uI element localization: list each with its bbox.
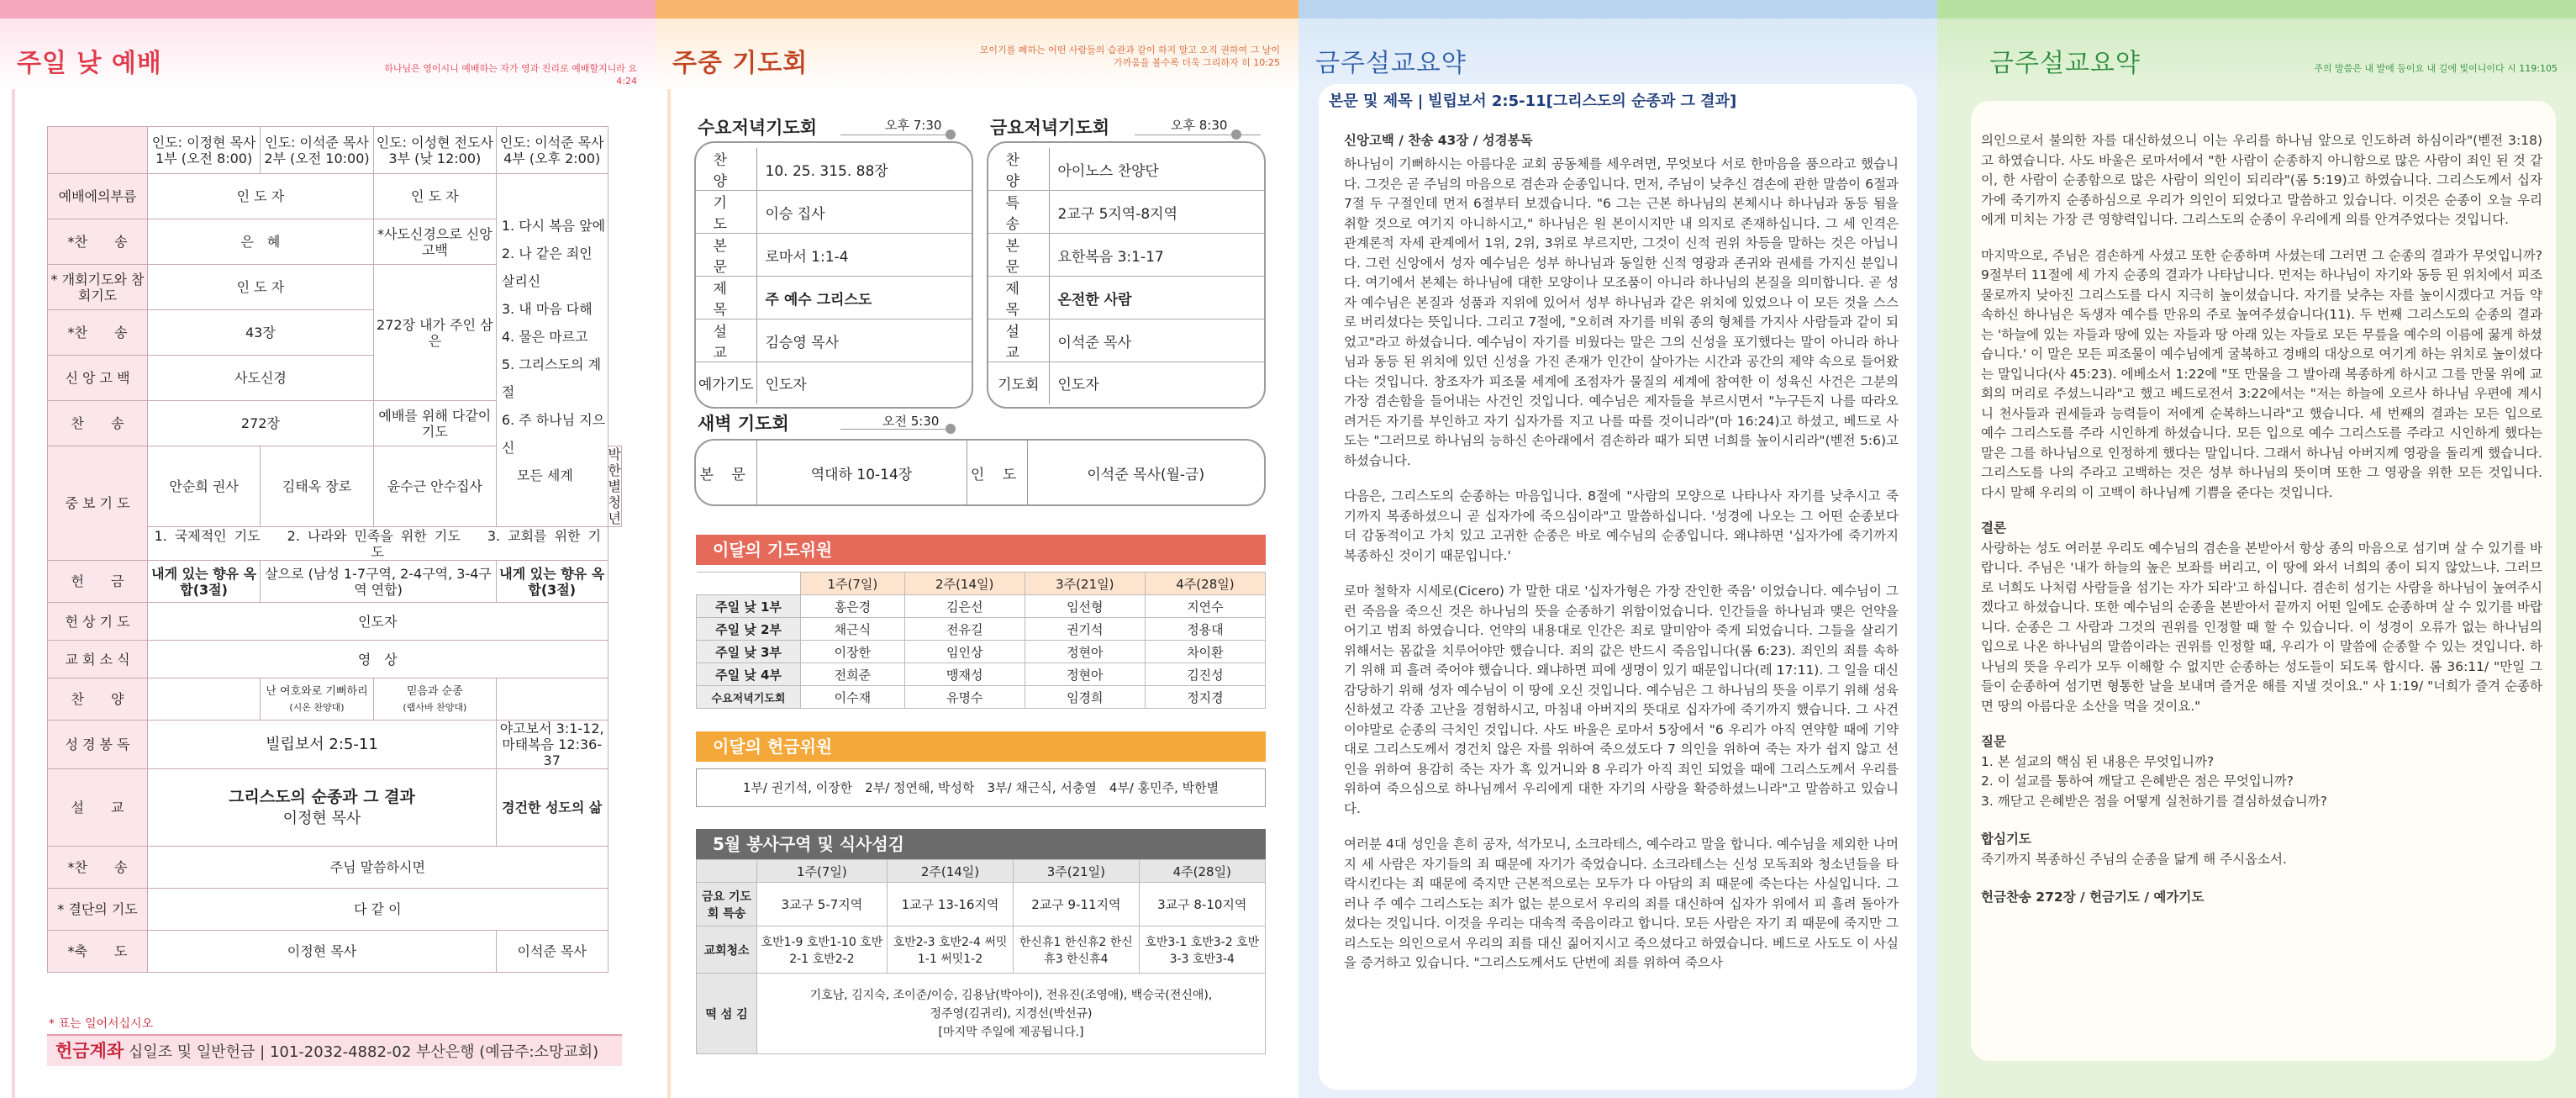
header-verse: 하나님은 영이시니 예배하는 자가 영과 진리로 예배할지니라 요 4:24 [384,63,637,87]
row-label: 예배에의부름 [48,174,148,219]
v: 김승영 목사 [756,319,972,362]
cell: 사도신경 [148,356,374,401]
cell: 인 도 자 [148,174,374,219]
dawn-table [696,441,1264,504]
cell: 영 상 [148,641,608,678]
cell: 살으로 (남성 1-7구역, 2-4구역, 3-4구역 연합) [261,561,497,603]
cell: 이수재 [801,686,905,709]
cell: 김진성 [1145,663,1265,686]
row-label: 설 교 [48,769,148,847]
sermon-subject: 본문 및 제목 | 빌립보서 2:5-11[그리스도의 순종과 그 결과] [1329,92,1737,110]
prayer-topics: 1. 국제적인 기도 2. 나라와 민족을 위한 기도 3. 교회를 위한 기도 [148,527,608,561]
closing-line: 헌금찬송 272장 / 헌금기도 / 예가기도 [1981,889,2205,905]
header-band [0,18,656,89]
panel-weekday-prayer [656,0,1299,1098]
dot [946,424,956,434]
standing-note: * 표는 일어서십시오 [49,1017,154,1031]
fri-box [987,141,1266,409]
wed-box [694,141,973,409]
side-rule [667,89,671,1098]
question: 3. 깨닫고 은혜받은 점을 어떻게 실천하기를 결심하셨습니까? [1981,793,2327,809]
panel-sermon-summary-2 [1937,0,2576,1098]
cell: 야고보서 3:1-12, 마태복음 12:36-37 [496,721,608,769]
cell: *사도신경으로 신앙고백 [373,219,496,265]
col-header: 인도: 이석준 목사 4부 (오후 2:00) [496,127,608,174]
row-label: * 개회기도와 참회기도 [48,265,148,310]
k: 찬 양 [696,148,756,191]
cell: 2교구 9-11지역 [1014,883,1139,926]
side-rule [12,89,15,1098]
question: 2. 이 설교를 통하여 깨달고 은혜받은 점은 무엇입니까? [1981,773,2294,789]
week: 3주(21일) [1014,860,1139,883]
week: 3주(21일) [1025,573,1145,595]
dawn-box [694,439,1266,506]
row-label: 주일 낮 1부 [697,595,801,618]
v: 주 예수 그리스도 [756,277,972,319]
v: 10. 25. 315. 88장 [756,148,972,191]
cell: 임선형 [1025,595,1145,618]
k: 본 문 [988,234,1049,277]
k: 예가기도 [696,362,756,404]
header-verse: 주의 말씀은 내 발에 등이요 내 길에 빛이니이다 시 119:105 [2314,63,2558,74]
cell: 홍은경 [801,595,905,618]
dot [946,129,956,140]
page-title: 주일 낮 예배 [17,49,162,78]
cell: 내게 있는 향유 옥합(3절) [496,561,608,603]
row-label: 주일 낮 4부 [697,663,801,686]
cell: 272장 내가 주인 삼은 [373,265,496,401]
k: 인 도 [967,441,1027,504]
row-label: 떡 섬 김 [697,974,757,1054]
k: 제 목 [988,277,1049,319]
k: 설 교 [988,319,1049,362]
cell: 믿음과 순종 (랩사바 찬양대) [373,678,496,721]
row-label: 금요 기도회 특송 [697,883,757,926]
row-label: 헌 상 기 도 [48,603,148,641]
cell: 호반1-9 호반1-10 호반2-1 호반2-2 [757,926,888,974]
col-header: 인도: 이석준 목사 2부 (오전 10:00) [261,127,374,174]
page-title: 금주설교요약 [1315,49,1467,78]
cell: 이석준 목사 [496,931,608,973]
fri-time: 오후 8:30 [1171,118,1228,133]
cell: 전희준 [801,663,905,686]
k: 설 교 [696,319,756,362]
cell: 난 여호와로 기뻐하리 (시온 찬양대) [261,678,374,721]
week: 4주(28일) [1145,573,1265,595]
cell: 임인상 [904,641,1025,663]
row-label: 찬 송 [48,401,148,446]
header-band [1937,18,2576,89]
col-header: 인도: 이성현 전도사 3부 (낮 12:00) [373,127,496,174]
cell: 빌립보서 2:5-11 [148,721,497,769]
wed-title: 수요저녁기도회 [698,118,818,138]
cell: 박한별 청년 [608,446,621,526]
cell: 3교구 8-10지역 [1139,883,1265,926]
cell: 경건한 성도의 삶 [496,769,608,847]
question: 1. 본 설교의 핵심 된 내용은 무엇입니까? [1981,753,2215,769]
cell: 이정현 목사 [148,931,497,973]
k: 본 문 [696,234,756,277]
cell: 은 혜 [148,219,374,265]
cell: 정용대 [1145,618,1265,641]
corner-cell [697,860,757,883]
row-label: *찬 송 [48,219,148,265]
cell [148,678,261,721]
cell: 그리스도의 순종과 그 결과 이정현 목사 [148,769,497,847]
wed-table [696,148,972,404]
cell: 272장 [148,401,374,446]
cell: 예배를 위해 다같이 기도 [373,401,496,446]
cell: 정현아 [1025,641,1145,663]
service-bar: 5월 봉사구역 및 식사섬김 [696,829,1266,859]
cell: 김태옥 장로 [261,446,374,527]
k: 제 목 [696,277,756,319]
cell [496,678,608,721]
row-label: * 결단의 기도 [48,889,148,931]
dawn-time: 오전 5:30 [882,414,940,429]
cell: 김은선 [904,595,1025,618]
cell: 유명수 [904,686,1025,709]
cell: 내게 있는 향유 옥합(3절) [148,561,261,603]
cell: 3교구 5-7지역 [757,883,888,926]
k: 기도회 [988,362,1049,404]
row-label: 헌 금 [48,561,148,603]
meal-cell: 기호남, 김지숙, 조이준/이승, 김용남(박아이), 전유진(조영애), 백승국(전신애), 정주영(김귀리), 지경선(박선규) [마지막 주일에 제공됩니다.] [757,974,1266,1054]
top-color-bar [1299,0,1937,18]
offering-committee-bar: 이달의 헌금위원 [696,731,1266,762]
service-table [696,859,1266,1054]
row-label: 주일 낮 3부 [697,641,801,663]
v: 인도자 [765,377,807,394]
v: 온전한 사람 [1049,277,1264,319]
v: 인도자 [1057,377,1099,394]
cell: 호반3-1 호반3-2 호반3-3 호반3-4 [1139,926,1265,974]
top-color-bar [656,0,1299,18]
v: 역대하 10-14장 [756,441,967,504]
row-label: 신 앙 고 백 [48,356,148,401]
cell: 다 같 이 [148,889,608,931]
k: 특 송 [988,191,1049,234]
cell: 차이환 [1145,641,1265,663]
cell: 정지경 [1145,686,1265,709]
cell: 권기석 [1025,618,1145,641]
fri-title: 금요저녁기도회 [990,118,1110,138]
v: 로마서 1:1-4 [756,234,972,277]
wed-time: 오후 7:30 [885,118,942,133]
cell: 채근식 [801,618,905,641]
prayer-line: 죽기까지 복종하신 주님의 순종을 닮게 해 주시옵소서. [1981,851,2287,867]
cell: 호반2-3 호반2-4 써밋1-1 써밋1-2 [887,926,1013,974]
row-label: 찬 양 [48,678,148,721]
week: 2주(14일) [887,860,1013,883]
prayer-committee-bar: 이달의 기도위원 [696,535,1266,565]
top-color-bar [0,0,656,18]
cell: 1교구 13-16지역 [887,883,1013,926]
sermon-body: 의인으로서 불의한 자를 대신하셨으니 이는 우리를 하나님 앞으로 인도하려 하심이라"(벧전 3:18)고 하였습니다. 사도 바울은 로마서에서 "한 사람이 순종하지 아니함으로 많은 사람이 죄인 된 것 같이, 한 사람이 순종함으로 많은 사람이 의인이 되리라"(롬 5:19)고 하였습니다. 그리스도께서 십자가에 죽기까지 순종하심으로 우리가 의인이 되었다고 말씀하고 있습니다. 이것은 순종이 오늘 우리에게 미치는 가장 큰 영향력입니다. 그리스도의 순종이 우리에게 의를 안겨주었다는 것입니다. 마지막으로, 주님은 겸손하게 사셨고 또한 순종하며 사셨는데 그러면 그 순종의 결과가 무엇입니까? 9절부터 11절에 세 가지 순종의 결과가 나타납니다. 먼저는 하나님이 자기와 동등 된 위치에서 피조물로까지 낮아진 그리스도를 다시 지극히 높이셨습니다. 자기를 낮추는 자를 높이시겠다고 거듭 약속하신 하나님은 독생자 예수를 만유의 주로 높여주셨습니다(11). 두 번째 그리스도의 순종의 결과는 '하늘에 있는 자들과 땅에 있는 자들과 땅 아래 있는 자들로 모든 무릎을 예수의 이름에 꿇게 하셨습니다.' 이 말은 모든 피조물이 예수님에게 굴복하고 경배의 대상으로 여기게 하는 위치로 높이셨다는 말입니다(사 45:23). 에베소서 1:22에 "또 만물을 그 발아래 복종하게 하시고 그를 만물 위에 교회의 머리로 주셨느니라"고 했고 베드로전서 3:22에서는 "저는 하늘에 오르사 하나님 우편에 계시니 천사들과 권세들과 능력들이 저에게 순복하느니라"고 했습니다. 세 번째의 결과는 모든 입으로 예수 그리스도를 주라 시인하게 하셨습니다. 모든 입으로 예수 그리스도를 주라고 시인하게 했다는 말은 그를 하나님으로 인정하게 했다는 말입니다. 그래서 하나님 아버지께 영광을 돌리게 했습니다. 그리스도를 나의 주라고 고백하는 것은 성부 하나님의 뜻이며 또한 그 영광을 위한 모든 것입니다. 다시 말해 우리의 이 고백이 하나님께 기쁨을 준다는 것입니다. 결론 사랑하는 성도 여러분 우리도 예수님의 겸손을 본받아서 항상 종의 마음으로 섬기며 살 수 있기를 바랍니다. 주님은 '내가 하늘의 높은 보좌를 버리고, 이 땅에 와서 너희의 종이 되지 않았느냐. 그러므로 너희도 나처럼 사람들을 섬기는 자가 되라'고 하십니다. 겸손히 섬기는 사람을 하나님이 높여주시겠다고 하셨습니다. 또한 예수님의 순종을 본받아서 끝까지 어떤 일에도 순종하며 살 수 있기를 바랍니다. 순종은 그 사람과 그것의 권위를 인정할 때 할 수 있습니다. 이 성경이 오류가 없는 하나님의 입으로 나온 하나님의 말씀이라는 권위를 인정할 때, 우리가 이 말씀에 순종할 수 있는 것입니다. 하나님의 뜻을 우리가 모두 이해할 수 없지만 순종하는 성도들이 되도록 합시다. 롬 36:11/ "만일 그들이 순종하여 섬기면 형통한 날을 보내며 즐거운 해를 지낼 것이요." 사 1:19/ "너희가 즐겨 순종하면 땅의 아름다운 소산을 먹을 것이요." 질문 1. 본 설교의 핵심 된 내용은 무엇입니까? 2. 이 설교를 통하여 깨달고 은혜받은 점은 무엇입니까? 3. 깨닫고 은혜받은 점을 어떻게 실천하기를 결심하셨습니까? 합심기도 죽기까지 복종하신 주님의 순종을 닮게 해 주시옵소서. 헌금찬송 272장 / 헌금기도 / 예가기도 [1981,131,2542,908]
order-line: 신앙고백 / 찬송 43장 / 성경봉독 [1344,133,1533,148]
header-band [1299,18,1937,89]
sermon-body: 하나님이 기뻐하시는 아름다운 교회 공동체를 세우려면, 무엇보다 서로 한마음을 품으라고 했습니다. 그것은 곧 주님의 마음으로 겸손과 순종입니다. 먼저, 주님이 낮추신 겸손에 관한 말씀이 6절과 7절 두 구절인데 먼저 6절부터 보겠습니다. "6 그는 근본 하나님의 본체시나 하나님과 동등 됨을 취할 것으로 여기지 아니하시고," 하나님은 원 본이시지만 내 의지로 존재하십니다. 그 세 인격은 관계론적 자세 관계에서 1위, 2위, 3위로 부르지만, 그것이 신적 권위 차등을 말하는 것은 아닙니다. 그런 신앙에서 성자 예수님은 성부 하나님과 동일한 신적 영광과 존귀와 권세를 가지신 분입니다. 여기에서 본체는 하나님에 대한 모양이나 모조품이 아니라 하나님의 본질을 의미합니다. 곧 성자 예수님은 본질과 성품과 지위에 있어서 성부 하나님과 같은 위치에 있었으나 이 모든 것을 스스로 버리셨다는 뜻입니다. 그리고 7절에, "오히려 자기를 비워 종의 형체를 가지사 사람들과 같이 되었고"라고 하셨습니다. 예수님이 자기를 비웠다는 말은 그의 신성을 포기했다는 말이 아니라 하나님과 동등 된 위치에 있던 신성을 가진 존재가 인간이 살아가는 시간과 공간의 제약 속으로 들어왔다는 것입니다. 창조자가 피조물 세계에 조점자가 물질의 세계에 참여한 이 성육신 사건은 그분의 가장 겸손함을 들어내는 사건인 것입니다. 예수님은 제자들을 부르시면서 "누구든지 나를 따라오려거든 자기를 부인하고 자기 십자가를 지고 나를 따를 것이니라"(마 16:24)고 하셨고, 베드로 사도는 "그러므로 하나님의 능하신 손아래에서 겸손하라 때가 되면 너희를 높이시리라"(벧전 5:6)고 하셨습니다. 다음은, 그리스도의 순종하는 마음입니다. 8절에 "사람의 모양으로 나타나사 자기를 낮추시고 죽기까지 복종하셨으니 곧 십자가에 죽으심이라"고 말씀하십니다. '성경에 나오는 그 어떤 순종보다 더 감동적이고 가치 있고 고귀한 순종은 바로 예수님의 순종입니다. 왜냐하면 '십자가에 죽기까지 복종하신 것이기 때문입니다.' 로마 철학자 시세로(Cicero) 가 말한 대로 '십자가형은 가장 잔인한 죽음' 이었습니다. 예수님이 그런 죽음을 죽으신 것은 하나님의 뜻을 순종하기 위함이었습니다. 인간들을 하나님과 맺은 언약을 어기고 범죄 하였습니다. 언약의 내용대로 인간은 죄로 말미암아 죽게 되었습니다. 그들을 살리기 위해서는 몸값을 치루어야만 했습니다. 죄의 값은 반드시 죽음입니다(롬 6:23). 죄인의 죄를 속하기 위해 피 흘려 죽어야 했습니다. 왜냐하면 피에 생명이 있기 때문입니다(레 17:11). 그 일을 대신 감당하기 위해 성자 예수님이 이 땅에 오신 것입니다. 예수님은 그 하나님의 뜻을 이루기 위해 성육신하셨고 각종 고난을 경험하시고, 마침내 아버지의 뜻대로 십자가에 죽기까지 했습니다. 그 사건이야말로 순종의 극치인 것입니다. 사도 바울은 로마서 5장에서 "6 우리가 아직 연약할 때에 기약대로 그리스도께서 경건치 않은 자를 위하여 죽으셨도다 7 의인을 위하여 죽는 자가 쉽지 않고 선인을 위하여 용감히 죽는 자가 혹 있거니와 8 우리가 아직 죄인 되었을 때에 그리스도께서 우리를 위하여 죽으심으로 하나님께서 우리에게 대한 자기의 사랑을 확증하셨느니라"고 말씀하고 있습니다. 여러분 4대 성인을 흔히 공자, 석가모니, 소크라테스, 예수라고 말을 합니다. 예수님을 제외한 나머지 세 사람은 자기들의 죄 때문에 자기가 죽었습니다. 소크라테스는 신성 모독죄와 청소년들을 타락시킨다는 죄 때문에 죽지만 근본적으로는 모두가 다 아담의 죄 때문에 죽는다는 사실입니다. 그러나 주 예수 그리스도는 죄가 없는 분으로서 우리의 죄를 대신하여 십자가 위에서 피 흘려 돌아가셨다는 것입니다. 이것을 우리는 대속적 죽음이라고 합니다. 모든 사람은 자기 죄 때문에 죽지만 그리스도는 의인으로서 우리의 죄를 대신 짊어지시고 죽으셨다고 하였습니다. 베드로 사도도 이 사실을 증거하고 있습니다. "그리스도께서도 단번에 죄를 위하여 죽으사 [1344,156,1899,970]
row-label: *찬 송 [48,847,148,889]
k: 본 문 [696,441,756,504]
v: 이승 집사 [756,191,972,234]
page-title: 주중 기도회 [672,49,809,78]
offering-committee: 1부/ 권기석, 이장한 2부/ 정연해, 박성학 3부/ 채근식, 서충열 4부/ 홍민주, 박한별 [696,768,1266,807]
v: 이석준 목사 [1049,319,1264,362]
row-label: 중 보 기 도 [48,446,148,561]
cell: 43장 [148,310,374,356]
cell: 인도자 [148,603,608,641]
rule [840,429,950,430]
cell: 정현아 [1025,663,1145,686]
worship-order-table [47,126,622,973]
col-header: 인도: 이정현 목사 1부 (오전 8:00) [148,127,261,174]
cell: 이장한 [801,641,905,663]
week: 2주(14일) [904,573,1025,595]
week: 1주(7일) [801,573,905,595]
cell: 맹재성 [904,663,1025,686]
cell: 인 도 자 [148,265,374,310]
v: 요한복음 3:1-17 [1049,234,1264,277]
offering-account: 헌금계좌 십일조 및 일반헌금 | 101-2032-4882-02 부산은행 (예금주:소망교회) [47,1034,622,1066]
row-label: *축 도 [48,931,148,973]
corner-cell [697,573,801,595]
panel-sunday-worship [0,0,656,1098]
prayer-committee-table [696,572,1266,709]
v: 아이노스 찬양단 [1049,148,1264,191]
header-verse: 모이기를 폐하는 어떤 사람들의 습관과 같이 하지 말고 오직 권하여 그 날이 가까움을 볼수록 더욱 그리하자 히 10:25 [979,45,1280,68]
conclusion-title: 결론 [1981,520,2006,536]
conclusion: 사랑하는 성도 여러분 우리도 예수님의 겸손을 본받아서 항상 종의 마음으로 섬기며 살 수 있기를 바랍니다. 주님은 '내가 하늘의 높은 보좌를 버리고, 이 땅에 와서 너희의 종이 되지 않았느냐. 그러므로 너희도 나처럼 사람들을 섬기는 자가 되라'고 하십니다. 겸손히 섬기는 사람을 하나님이 높여주시겠다고 하셨습니다. 또한 예수님의 순종을 본받아서 끝까지 어떤 일에도 순종하며 살 수 있기를 바랍니다. 순종은 그 사람과 그것의 권위를 인정할 때 할 수 있습니다. 이 성경이 오류가 없는 하나님의 입으로 나온 하나님의 말씀이라는 권위를 인정할 때, 우리가 이 말씀에 순종할 수 있는 것입니다. 하나님의 뜻을 우리가 모두 이해할 수 없지만 순종하는 성도들이 되도록 합시다. 롬 36:11/ "만일 그들이 순종하여 섬기면 형통한 날을 보내며 즐거운 해를 지낼 것이요." 사 1:19/ "너희가 즐겨 순종하면 땅의 아름다운 소산을 먹을 것이요." [1981,540,2542,714]
dawn-title: 새벽 기도회 [698,414,789,434]
v: 2교구 5지역-8지역 [1049,191,1264,234]
cell: 임경희 [1025,686,1145,709]
row-label: 주일 낮 2부 [697,618,801,641]
cell: 지연수 [1145,595,1265,618]
cell: 주님 말씀하시면 [148,847,608,889]
header-band [656,18,1299,89]
cell: 인 도 자 [373,174,496,219]
cell: 윤수근 안수집사 [373,446,496,527]
prayer-title: 합심기도 [1981,831,2031,847]
row-label: 성 경 봉 독 [48,721,148,769]
corner-cell [48,127,148,174]
song-list: 1. 다시 복음 앞에 2. 나 같은 죄인 살리신 3. 내 마음 다해 4. 물은 마르고 5. 그리스도의 계절 6. 주 하나님 지으신 모든 세계 [496,174,608,527]
week: 4주(28일) [1139,860,1265,883]
cell: 안순희 권사 [148,446,261,527]
k: 기 도 [696,191,756,234]
cell: 전유길 [904,618,1025,641]
page-title: 금주설교요약 [1989,49,2141,78]
questions-title: 질문 [1981,734,2006,749]
fri-table [988,148,1264,404]
top-color-bar [1937,0,2576,18]
dot [1231,129,1241,140]
week: 1주(7일) [757,860,888,883]
row-label: *찬 송 [48,310,148,356]
row-label: 교회청소 [697,926,757,974]
row-label: 수요저녁기도회 [697,686,801,709]
cell: 한신휴1 한신휴2 한신휴3 한신휴4 [1014,926,1139,974]
k: 찬 양 [988,148,1049,191]
panel-sermon-summary-1 [1299,0,1937,1098]
row-label: 교 회 소 식 [48,641,148,678]
v: 이석준 목사(월-금) [1087,466,1205,483]
